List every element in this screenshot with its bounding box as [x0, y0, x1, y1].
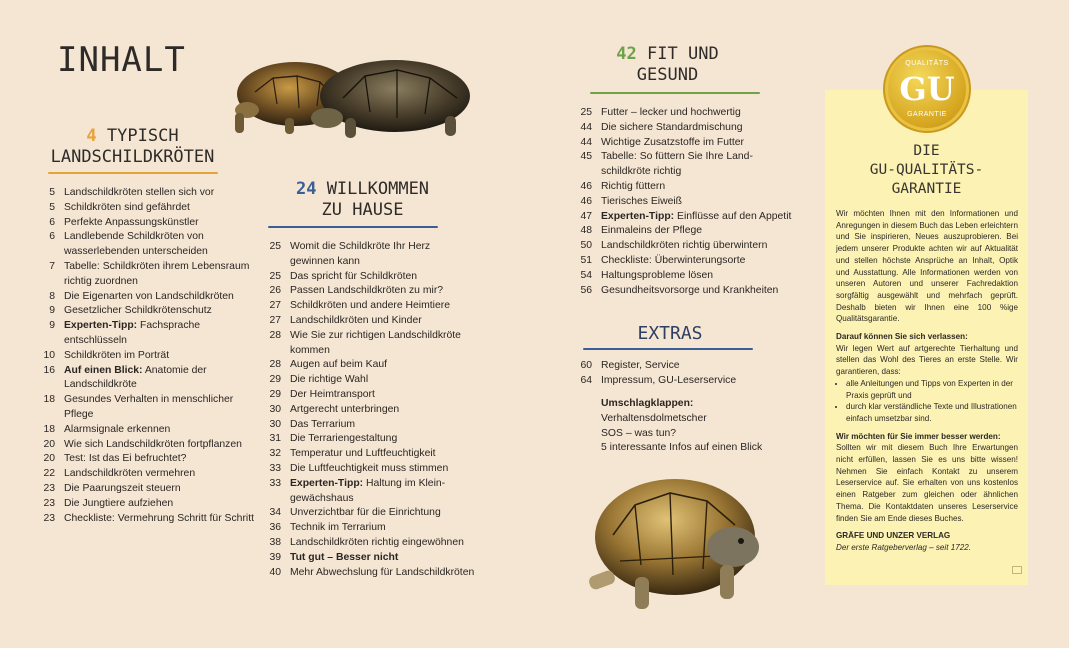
- toc-entry: [34, 423, 259, 438]
- toc-page-number: [571, 165, 592, 180]
- toc-entry: [260, 358, 495, 373]
- toc-entry-label: Landschildkröten und Kinder: [290, 314, 422, 326]
- toc-entry-label: Checkliste: Vermehrung Schritt für Schritt: [64, 512, 254, 524]
- toc-page-number: 27: [269, 300, 281, 312]
- toc-entry-label: Tabelle: So füttern Sie Ihre Land-: [601, 151, 753, 163]
- toc-entry: [571, 224, 811, 239]
- flap-item: Verhaltensdolmetscher: [601, 412, 707, 424]
- toc-page-number: 38: [269, 536, 281, 548]
- guarantee-bullet: • durch klar verständliche Texte und Illustrationen einfach umsetzbar sind.: [846, 401, 1018, 424]
- toc-page-number: 44: [580, 136, 592, 148]
- toc-page-number: 50: [580, 240, 592, 252]
- toc-page-number: 31: [269, 433, 281, 445]
- toc-entry: [260, 299, 495, 314]
- page-title: INHALT: [57, 40, 186, 80]
- toc-entry: [34, 216, 259, 231]
- toc-entry-text: [64, 319, 259, 334]
- seal-top-text: QUALITÄTS: [905, 60, 949, 67]
- toc-page-number: 46: [580, 195, 592, 207]
- toc-entry-text: [290, 314, 495, 329]
- toc-entry-text: [64, 245, 259, 260]
- toc-entry-text: [290, 418, 495, 433]
- toc-page-number: 23: [43, 497, 55, 509]
- extras-title: EXTRAS: [637, 323, 703, 344]
- guarantee-title-line: GU-QUALITÄTS-: [869, 162, 984, 178]
- flap-item: SOS – was tun?: [601, 427, 677, 439]
- toc-entry-bold: Tut gut – Besser nicht: [290, 551, 399, 563]
- toc-entry-text: [64, 275, 259, 290]
- toc-page-number: 33: [269, 462, 281, 474]
- toc-page-number: 44: [580, 121, 592, 133]
- toc-page-number: 9: [49, 320, 55, 332]
- toc-entry: [260, 373, 495, 388]
- toc-entry-text: [290, 255, 495, 270]
- toc-entry-text: [290, 344, 495, 359]
- toc-entry: [571, 359, 811, 374]
- toc-entry-text: [601, 239, 811, 254]
- toc-entry: [34, 497, 259, 512]
- toc-entry-text: [290, 566, 495, 581]
- toc-entry-label: kommen: [290, 344, 330, 356]
- tortoise-single-image: [575, 465, 795, 615]
- toc-entry-label: Gesundes Verhalten in menschlicher: [64, 394, 234, 406]
- toc-list: [34, 186, 259, 526]
- toc-entry-text: [290, 329, 495, 344]
- toc-page-number: 46: [580, 180, 592, 192]
- toc-entry-label: Temperatur und Luftfeuchtigkeit: [290, 448, 436, 460]
- toc-page-number: 27: [269, 314, 281, 326]
- toc-page-number: 47: [580, 210, 592, 222]
- toc-page-number: 29: [269, 374, 281, 386]
- toc-entry-text: [601, 359, 811, 374]
- toc-page-number: 29: [269, 388, 281, 400]
- toc-page-number: 64: [580, 374, 592, 386]
- toc-list: [260, 240, 495, 580]
- toc-entry-label: Gesundheitsvorsorge und Krankheiten: [601, 284, 779, 296]
- toc-entry-text: [601, 210, 811, 225]
- toc-page-number: 28: [269, 329, 281, 341]
- toc-page-number: [34, 408, 55, 423]
- toc-entry-text: [290, 299, 495, 314]
- chapter-rule: [48, 172, 218, 174]
- toc-page-number: 18: [43, 394, 55, 406]
- chapter-title-line: GESUND: [636, 65, 699, 85]
- toc-page-number: 28: [269, 359, 281, 371]
- toc-entry-bold: Experten-Tipp:: [64, 320, 138, 332]
- toc-entry: [260, 284, 495, 299]
- tortoise-pair-image: [225, 58, 490, 143]
- toc-entry-text: [64, 334, 259, 349]
- guarantee-subheading: Darauf können Sie sich verlassen:: [836, 332, 968, 342]
- toc-entry-label: Tabelle: Schildkröten ihrem Lebensraum: [64, 260, 250, 272]
- toc-entry: [34, 260, 259, 275]
- toc-entry-text: [64, 290, 259, 305]
- toc-entry: [34, 186, 259, 201]
- toc-entry-text: [64, 423, 259, 438]
- toc-entry-label: schildkröte richtig: [601, 166, 682, 178]
- toc-entry-text: [601, 284, 811, 299]
- toc-entry-label: Das Terrarium: [290, 418, 356, 430]
- toc-entry: [260, 240, 495, 255]
- toc-entry-text: [64, 349, 259, 364]
- toc-entry-text: [64, 512, 259, 527]
- toc-page-number: [34, 334, 55, 349]
- toc-entry-text: [601, 195, 811, 210]
- toc-page-number: 33: [269, 477, 281, 489]
- toc-entry-text: [601, 121, 811, 136]
- guarantee-title: [825, 142, 1028, 199]
- toc-entry-text: [290, 492, 495, 507]
- chapter-title-line: WILLKOMMEN: [326, 179, 430, 199]
- toc-entry-label: Landschildkröten vermehren: [64, 468, 196, 480]
- chapter-heading: [605, 44, 730, 86]
- toc-entry: [260, 506, 495, 521]
- toc-entry: [260, 418, 495, 433]
- chapter-title-line: LANDSCHILDKRÖTEN: [50, 147, 215, 167]
- guarantee-title-line: DIE: [913, 143, 940, 159]
- toc-entry: [34, 378, 259, 393]
- toc-entry-text: [290, 373, 495, 388]
- toc-entry: [260, 462, 495, 477]
- toc-entry: [34, 467, 259, 482]
- toc-entry: [260, 477, 495, 492]
- toc-entry-text: [64, 393, 259, 408]
- toc-entry: [571, 269, 811, 284]
- toc-page-number: 23: [43, 512, 55, 524]
- toc-entry-text: [64, 378, 259, 393]
- toc-entry-label: Die Terrariengestaltung: [290, 433, 398, 445]
- toc-entry-label: Augen auf beim Kauf: [290, 359, 388, 371]
- toc-entry: [260, 432, 495, 447]
- toc-entry-label: Womit die Schildkröte Ihr Herz: [290, 241, 431, 252]
- toc-entry-label: Der Heimtransport: [290, 388, 375, 400]
- toc-page-number: 10: [43, 349, 55, 361]
- toc-entry-label: Perfekte Anpassungskünstler: [64, 216, 199, 228]
- guarantee-bullets: [836, 378, 1018, 425]
- chapter-number: 24: [295, 179, 317, 199]
- toc-entry-text: [64, 438, 259, 453]
- toc-page-number: [34, 275, 55, 290]
- toc-entry-label: Wie Sie zur richtigen Landschildkröte: [290, 329, 461, 341]
- corner-mark: [1012, 566, 1022, 574]
- toc-entry-text: [64, 201, 259, 216]
- chapter-title-line: ZU HAUSE: [321, 200, 404, 220]
- toc-page-number: [260, 344, 281, 359]
- toc-entry-label: Landschildkröten stellen sich vor: [64, 187, 215, 198]
- toc-entry: [260, 255, 495, 270]
- toc-entry-text: [290, 462, 495, 477]
- toc-page-number: 48: [580, 225, 592, 237]
- toc-entry-text: [601, 254, 811, 269]
- toc-page-number: [34, 378, 55, 393]
- toc-entry-text: [601, 374, 811, 389]
- toc-page-number: 5: [49, 201, 55, 213]
- toc-entry: [571, 180, 811, 195]
- toc-entry-text: [601, 106, 811, 121]
- toc-entry-text: [64, 186, 259, 201]
- toc-page-number: 39: [269, 551, 281, 563]
- toc-entry: [34, 349, 259, 364]
- toc-page-number: 26: [269, 285, 281, 297]
- toc-entry-label: Register, Service: [601, 360, 680, 371]
- toc-entry-label: Fachsprache: [137, 320, 201, 332]
- toc-entry: [571, 195, 811, 210]
- toc-entry-label: Landlebende Schildkröten von: [64, 231, 204, 243]
- toc-entry-text: [290, 388, 495, 403]
- toc-entry: [34, 438, 259, 453]
- toc-page-number: 20: [43, 438, 55, 450]
- toc-entry: [571, 284, 811, 299]
- toc-page-number: 54: [580, 269, 592, 281]
- toc-entry: [34, 482, 259, 497]
- toc-list: [571, 106, 811, 298]
- toc-entry-label: Futter – lecker und hochwertig: [601, 107, 741, 118]
- guarantee-subheading: Wir möchten für Sie immer besser werden:: [836, 431, 1001, 441]
- toc-page-number: 25: [269, 270, 281, 282]
- guarantee-paragraph: Wir möchten Ihnen mit den Informationen und Anregungen in diesem Buch das Leben erleichtern und Sie inspirieren, Neues auszuprobieren. Bei jedem unserer Produkte achten wir auf Aktualität und stellen höchste Ansprüche an Inhalt, Optik und Ausstattung. Alle Informationen werden von unseren Autoren und unserer Fachredaktion sorgfältig ausgewählt und mehrfach geprüft. Deshalb bieten wir Ihnen eine 100 %ige Qualitätsgarantie.: [836, 209, 1018, 324]
- chapter-heading: [40, 126, 225, 168]
- toc-entry-label: Tierisches Eiweiß: [601, 195, 683, 207]
- toc-entry: [34, 334, 259, 349]
- toc-page-number: [34, 245, 55, 260]
- toc-page-number: 51: [580, 254, 592, 266]
- chapter-number: 4: [86, 126, 97, 146]
- toc-entry: [260, 270, 495, 285]
- toc-page-number: 18: [43, 423, 55, 435]
- toc-entry-label: entschlüsseln: [64, 334, 127, 346]
- toc-entry-label: Technik im Terrarium: [290, 522, 386, 534]
- toc-entry-label: Pflege: [64, 408, 94, 420]
- toc-page-number: 60: [580, 360, 592, 371]
- toc-entry: [260, 492, 495, 507]
- chapter-number: 42: [616, 44, 637, 64]
- toc-entry-label: Anatomie der: [142, 364, 207, 376]
- toc-entry: [571, 239, 811, 254]
- toc-entry: [571, 374, 811, 389]
- guarantee-paragraph: Wir legen Wert auf artgerechte Tierhaltung und stellen das Wohl des Tieres an erste Stelle. Wir garantieren, dass:: [836, 343, 1018, 377]
- toc-entry-text: [64, 497, 259, 512]
- toc-page-number: 7: [49, 260, 55, 272]
- guarantee-paragraph: Sollten wir mit diesem Buch Ihre Erwartungen nicht erfüllen, lassen Sie es uns bitte wissen! Nehmen Sie einfach Kontakt zu unserem Leserservice auf. Sie erhalten von uns kostenlos einen Ratgeber zum gleichen oder ähnlichen Thema. Die Kontaktdaten unseres Leserservice finden Sie am Ende dieses Buches.: [836, 443, 1018, 523]
- toc-page-number: 22: [43, 468, 55, 480]
- chapter-title-line: TYPISCH: [106, 126, 179, 146]
- toc-entry-text: [64, 482, 259, 497]
- toc-page-number: 34: [269, 507, 281, 519]
- toc-entry-label: Die Eigenarten von Landschildkröten: [64, 290, 234, 302]
- toc-entry-label: Schildkröten und andere Heimtiere: [290, 300, 450, 312]
- toc-entry-label: Test: Ist das Ei befruchtet?: [64, 453, 187, 465]
- toc-entry-text: [64, 260, 259, 275]
- toc-page-number: 56: [580, 284, 592, 296]
- publisher-name: GRÄFE UND UNZER VERLAG: [836, 531, 951, 541]
- toc-entry-label: Gesetzlicher Schildkrötenschutz: [64, 305, 212, 317]
- toc-entry: [34, 201, 259, 216]
- toc-entry-label: Richtig füttern: [601, 180, 666, 192]
- chapter-rule: [590, 92, 760, 94]
- toc-entry: [260, 388, 495, 403]
- toc-entry-text: [290, 551, 495, 566]
- toc-entry-text: [64, 230, 259, 245]
- toc-entry: [571, 254, 811, 269]
- toc-entry-label: Wichtige Zusatzstoffe im Futter: [601, 136, 745, 148]
- toc-entry-text: [601, 136, 811, 151]
- toc-page-number: [260, 492, 281, 507]
- toc-entry-text: [290, 447, 495, 462]
- chapter-rule: [268, 226, 438, 228]
- toc-entry: [34, 452, 259, 467]
- toc-page-number: 36: [269, 522, 281, 534]
- toc-entry-text: [290, 284, 495, 299]
- toc-list: [571, 359, 811, 389]
- toc-entry-label: gewächshaus: [290, 492, 354, 504]
- toc-entry: [34, 393, 259, 408]
- toc-entry: [34, 304, 259, 319]
- toc-entry-label: Die Luftfeuchtigkeit muss stimmen: [290, 462, 449, 474]
- toc-entry: [571, 106, 811, 121]
- toc-page-number: 25: [580, 107, 592, 118]
- toc-entry-label: gewinnen kann: [290, 255, 360, 267]
- guarantee-title-line: GARANTIE: [891, 181, 962, 197]
- toc-entry-text: [64, 452, 259, 467]
- flap-heading: Umschlagklappen:: [601, 398, 694, 409]
- toc-entry-text: [290, 536, 495, 551]
- toc-entry-text: [64, 408, 259, 423]
- flap-item: 5 interessante Infos auf einen Blick: [601, 442, 763, 454]
- toc-entry: [260, 344, 495, 359]
- toc-entry-text: [64, 364, 259, 379]
- toc-page-number: 5: [49, 187, 55, 198]
- toc-entry-label: Checkliste: Überwinterungsorte: [601, 254, 746, 266]
- toc-entry-text: [601, 224, 811, 239]
- toc-entry-bold: Auf einen Blick:: [64, 364, 143, 376]
- toc-entry: [260, 447, 495, 462]
- toc-entry: [34, 245, 259, 260]
- toc-entry-text: [601, 150, 811, 165]
- toc-entry: [571, 210, 811, 225]
- toc-entry-text: [290, 358, 495, 373]
- toc-entry-text: [64, 216, 259, 231]
- flap-list: [601, 397, 811, 456]
- chapter-heading: [270, 179, 455, 221]
- toc-page-number: 23: [43, 482, 55, 494]
- toc-entry: [571, 121, 811, 136]
- toc-entry-text: [290, 270, 495, 285]
- toc-entry-bold: Experten-Tipp:: [601, 210, 675, 222]
- toc-page-number: 32: [269, 448, 281, 460]
- toc-entry-label: Landschildkröten richtig eingewöhnen: [290, 536, 464, 548]
- seal-bottom-text: GARANTIE: [907, 111, 947, 118]
- guarantee-bullet: • alle Anleitungen und Tipps von Experten in der Praxis geprüft und: [846, 378, 1018, 401]
- toc-entry-label: Unverzichtbar für die Einrichtung: [290, 507, 441, 519]
- toc-entry-text: [64, 467, 259, 482]
- toc-page-number: 20: [43, 453, 55, 465]
- toc-page-number: 30: [269, 403, 281, 415]
- toc-entry-label: Einflüsse auf den Appetit: [674, 210, 792, 222]
- toc-entry-text: [290, 506, 495, 521]
- toc-entry: [260, 329, 495, 344]
- toc-entry: [34, 512, 259, 527]
- toc-entry-text: [290, 240, 495, 255]
- toc-entry-text: [290, 477, 495, 492]
- toc-entry-text: [601, 180, 811, 195]
- toc-entry-label: Mehr Abwechslung für Landschildkröten: [290, 566, 475, 578]
- toc-page-number: 45: [580, 151, 592, 163]
- toc-entry: [260, 521, 495, 536]
- toc-entry-text: [64, 304, 259, 319]
- gu-seal-logo: [888, 50, 966, 128]
- toc-page-number: 6: [49, 216, 55, 228]
- toc-entry-label: Die Paarungszeit steuern: [64, 482, 181, 494]
- toc-entry-label: Die richtige Wahl: [290, 374, 369, 386]
- toc-entry: [34, 275, 259, 290]
- toc-page-number: 16: [43, 364, 55, 376]
- seal-mid-text: GU: [899, 70, 955, 108]
- toc-entry: [34, 319, 259, 334]
- toc-entry: [34, 364, 259, 379]
- toc-entry: [34, 408, 259, 423]
- publisher-tagline: Der erste Ratgeberverlag – seit 1722.: [836, 542, 971, 552]
- toc-entry-label: Passen Landschildkröten zu mir?: [290, 285, 444, 297]
- toc-page-number: 25: [269, 241, 281, 252]
- toc-page-number: [260, 255, 281, 270]
- toc-entry: [260, 566, 495, 581]
- toc-entry-text: [601, 269, 811, 284]
- toc-entry-label: Landschildkröte: [64, 379, 137, 391]
- toc-entry: [34, 290, 259, 305]
- chapter-title-line: FIT UND: [647, 44, 719, 64]
- toc-entry-label: Die sichere Standardmischung: [601, 121, 743, 133]
- toc-entry-label: Landschildkröten richtig überwintern: [601, 240, 768, 252]
- toc-entry-label: Haltungsprobleme lösen: [601, 269, 714, 281]
- toc-entry-label: Einmaleins der Pflege: [601, 225, 703, 237]
- toc-entry: [571, 165, 811, 180]
- toc-entry: [260, 536, 495, 551]
- toc-page-number: 40: [269, 566, 281, 578]
- toc-entry: [571, 136, 811, 151]
- toc-page-number: 9: [49, 305, 55, 317]
- toc-entry: [260, 403, 495, 418]
- toc-entry-text: [601, 165, 811, 180]
- toc-entry-text: [290, 403, 495, 418]
- toc-entry-label: Impressum, GU-Leserservice: [601, 374, 737, 386]
- toc-entry-label: Die Jungtiere aufziehen: [64, 497, 174, 509]
- toc-entry: [571, 150, 811, 165]
- toc-entry-label: wasserlebenden unterscheiden: [64, 246, 208, 258]
- toc-entry-text: [290, 521, 495, 536]
- toc-entry: [260, 551, 495, 566]
- toc-entry-label: Haltung im Klein-: [363, 477, 446, 489]
- toc-page-number: 8: [49, 290, 55, 302]
- toc-entry: [34, 230, 259, 245]
- toc-entry-label: Schildkröten sind gefährdet: [64, 201, 190, 213]
- toc-entry-text: [290, 432, 495, 447]
- toc-page-number: 30: [269, 418, 281, 430]
- chapter-rule: [583, 348, 753, 350]
- toc-entry-label: Artgerecht unterbringen: [290, 403, 400, 415]
- toc-entry-label: Schildkröten im Porträt: [64, 349, 170, 361]
- toc-entry-bold: Experten-Tipp:: [290, 477, 364, 489]
- toc-entry: [260, 314, 495, 329]
- toc-entry-label: richtig zuordnen: [64, 275, 138, 287]
- toc-entry-label: Wie sich Landschildkröten fortpflanzen: [64, 438, 242, 450]
- toc-entry-label: Alarmsignale erkennen: [64, 423, 171, 435]
- toc-entry-label: Das spricht für Schildkröten: [290, 270, 418, 282]
- guarantee-body: [836, 208, 1018, 554]
- toc-page-number: 6: [49, 231, 55, 243]
